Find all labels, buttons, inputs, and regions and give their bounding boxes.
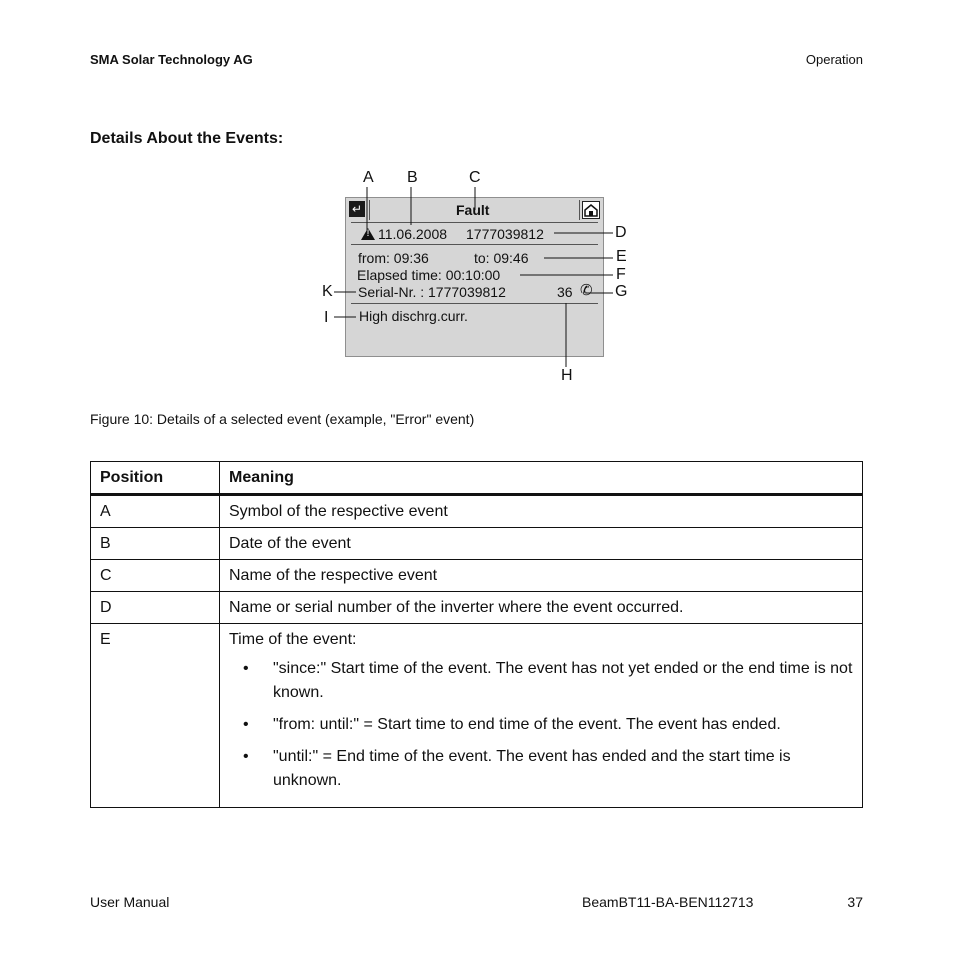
callout-lines — [318, 165, 638, 390]
device-serial: 1777039812 — [466, 226, 544, 242]
position-cell: A — [91, 495, 220, 528]
callout-label-c: C — [469, 169, 481, 186]
meaning-cell — [220, 624, 863, 808]
callout-label-f: F — [616, 266, 626, 283]
list-item: • "from: until:" = Start time to end time of the event. The event has ended. — [273, 713, 853, 737]
callout-label-g: G — [615, 283, 628, 300]
header-company: SMA Solar Technology AG — [90, 52, 253, 67]
footer-doc-id: BeamBT11-BA-BEN112713 — [582, 894, 754, 910]
position-cell: E — [91, 624, 220, 808]
callout-label-e: E — [616, 248, 627, 265]
table-row — [91, 495, 863, 528]
callout-label-i: I — [324, 309, 329, 326]
event-to-time: to: 09:46 — [474, 250, 529, 266]
event-details-figure — [318, 165, 638, 390]
phone-icon: ✆ — [580, 282, 593, 299]
event-name: Fault — [456, 202, 490, 218]
meaning-cell: Name of the respective event — [220, 560, 863, 592]
warning-icon-mark: ! — [366, 228, 370, 238]
table-row — [91, 592, 863, 624]
event-date: 11.06.2008 — [378, 226, 448, 242]
position-cell: B — [91, 528, 220, 560]
figure-caption: Figure 10: Details of a selected event (example, "Error" event) — [90, 411, 475, 427]
serial-number: Serial-Nr. : 1777039812 — [358, 284, 506, 300]
meaning-cell: Date of the event — [220, 528, 863, 560]
callout-label-d: D — [615, 224, 627, 241]
page-number: 37 — [847, 894, 863, 910]
position-cell: D — [91, 592, 220, 624]
event-from-time: from: 09:36 — [358, 250, 429, 266]
callout-label-h: H — [561, 367, 573, 384]
table-row — [91, 624, 863, 808]
bullet-list — [229, 657, 853, 793]
callout-label-b: B — [407, 169, 418, 186]
table-row — [91, 560, 863, 592]
elapsed-time: Elapsed time: 00:10:00 — [357, 267, 501, 283]
event-message: High dischrg.curr. — [359, 308, 468, 324]
callout-label-a: A — [363, 169, 374, 186]
column-header-position: Position — [91, 462, 220, 495]
column-header-meaning: Meaning — [220, 462, 863, 495]
event-code: 36 — [557, 284, 573, 300]
table-row — [91, 528, 863, 560]
meaning-cell: Name or serial number of the inverter where the event occurred. — [220, 592, 863, 624]
list-item: • "until:" = End time of the event. The event has ended and the start time is unknown. — [273, 745, 853, 793]
meaning-text: Time of the event: — [229, 631, 357, 648]
footer-title: User Manual — [90, 894, 170, 910]
meaning-cell: Symbol of the respective event — [220, 495, 863, 528]
table-header-row — [91, 462, 863, 495]
positions-table — [90, 461, 863, 808]
back-icon: ↵ — [349, 201, 365, 217]
section-title: Details About the Events: — [90, 130, 284, 147]
callout-label-k: K — [322, 283, 333, 300]
position-cell: C — [91, 560, 220, 592]
list-item: • "since:" Start time of the event. The event has not yet ended or the end time is not known. — [273, 657, 853, 705]
header-section: Operation — [805, 52, 863, 67]
